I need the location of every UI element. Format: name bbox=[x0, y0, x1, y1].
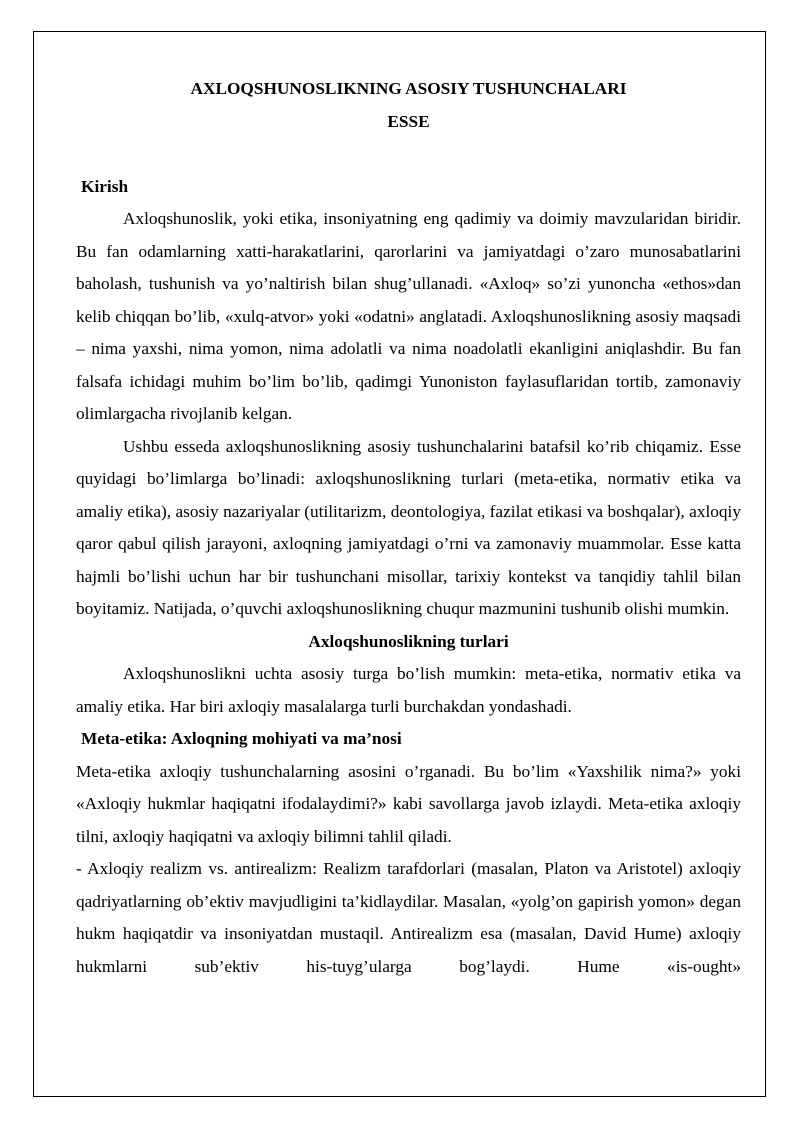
meta-ethics-paragraph-1: Meta-etika axloqiy tushunchalarning asosini o’rganadi. Bu bo’lim «Yaxshilik nima?» yoki «Axloqiy hukmlar haqiqatni ifodalaydimi?» kabi savollarga javob izlaydi. Meta-etika axloqiy tilni, axloqiy haqiqatni va axloqiy bilimni tahlil qiladi. bbox=[76, 761, 741, 846]
intro-paragraph-1: Axloqshunoslik, yoki etika, insoniyatning eng qadimiy va doimiy mavzularidan biridir. Bu fan odamlarning xatti-harakatlarini, qarorlarini va jamiyatdagi o’zaro munosabatlarini baholash, tushunish va yo’naltirish bilan shug’ullanadi. «Axloq» so’zi yunoncha «ethos»dan kelib chiqqan bo’lib, «xulq-atvor» yoki «odatni» anglatadi. Axloqshunoslikning asosiy maqsadi – nima yaxshi, nima yomon, nima adolatli va nima noadolatli ekanligini aniqlashdir. Bu fan falsafa ichidagi muhim bo’lim bo’lib, qadimgi Yunoniston faylasuflaridan tortib, zamonaviy olimlargacha rivojlanib kelgan. bbox=[76, 209, 741, 423]
spacer bbox=[76, 138, 741, 171]
types-paragraph-1: Axloqshunoslikni uchta asosiy turga bo’lish mumkin: meta-etika, normativ etika va amaliy etika. Har biri axloqiy masalalarga turli burchakdan yondashadi. bbox=[76, 664, 741, 716]
intro-heading: Kirish bbox=[81, 176, 129, 196]
document-subtitle: ESSE bbox=[387, 111, 430, 131]
intro-paragraph-2: Ushbu esseda axloqshunoslikning asosiy tushunchalarini batafsil ko’rib chiqamiz. Esse quyidagi bo’limlarga bo’linadi: axloqshunoslikning turlari (meta-etika, normativ etika va amaliy etika), asosiy nazariyalar (utilitarizm, deontologiya, fazilat etikasi va boshqalar), axloqiy qaror qabul qilish jarayoni, axloqning jamiyatdagi o’rni va zamonaviy muammolar. Esse katta hajmli bo’lishi uchun har bir tushunchani misollar, tarixiy kontekst va tanqidiy tahlil bilan boyitamiz. Natijada, o’quvchi axloqshunoslikning chuqur mazmunini tushunib olishi mumkin. bbox=[76, 436, 741, 618]
document-body bbox=[76, 73, 741, 983]
meta-ethics-heading: Meta-etika: Axloqning mohiyati va ma’nosi bbox=[81, 729, 402, 748]
types-heading: Axloqshunoslikning turlari bbox=[308, 631, 509, 651]
document-title: AXLOQSHUNOSLIKNING ASOSIY TUSHUNCHALARI bbox=[190, 79, 627, 98]
meta-ethics-paragraph-2: - Axloqiy realizm vs. antirealizm: Realizm tarafdorlari (masalan, Platon va Aristotel) axloqiy qadriyatlarning ob’ektiv mavjudligini ta’kidlaydilar. Masalan, «yolg’on gapirish yomon» degan hukm haqiqatdir va insoniyatdan mustaqil. Antirealizm esa (masalan, David Hume) axloqiy hukmlarni sub’ektiv his-tuyg’ularga bog’laydi. Hume «is-ought» bbox=[76, 859, 741, 976]
